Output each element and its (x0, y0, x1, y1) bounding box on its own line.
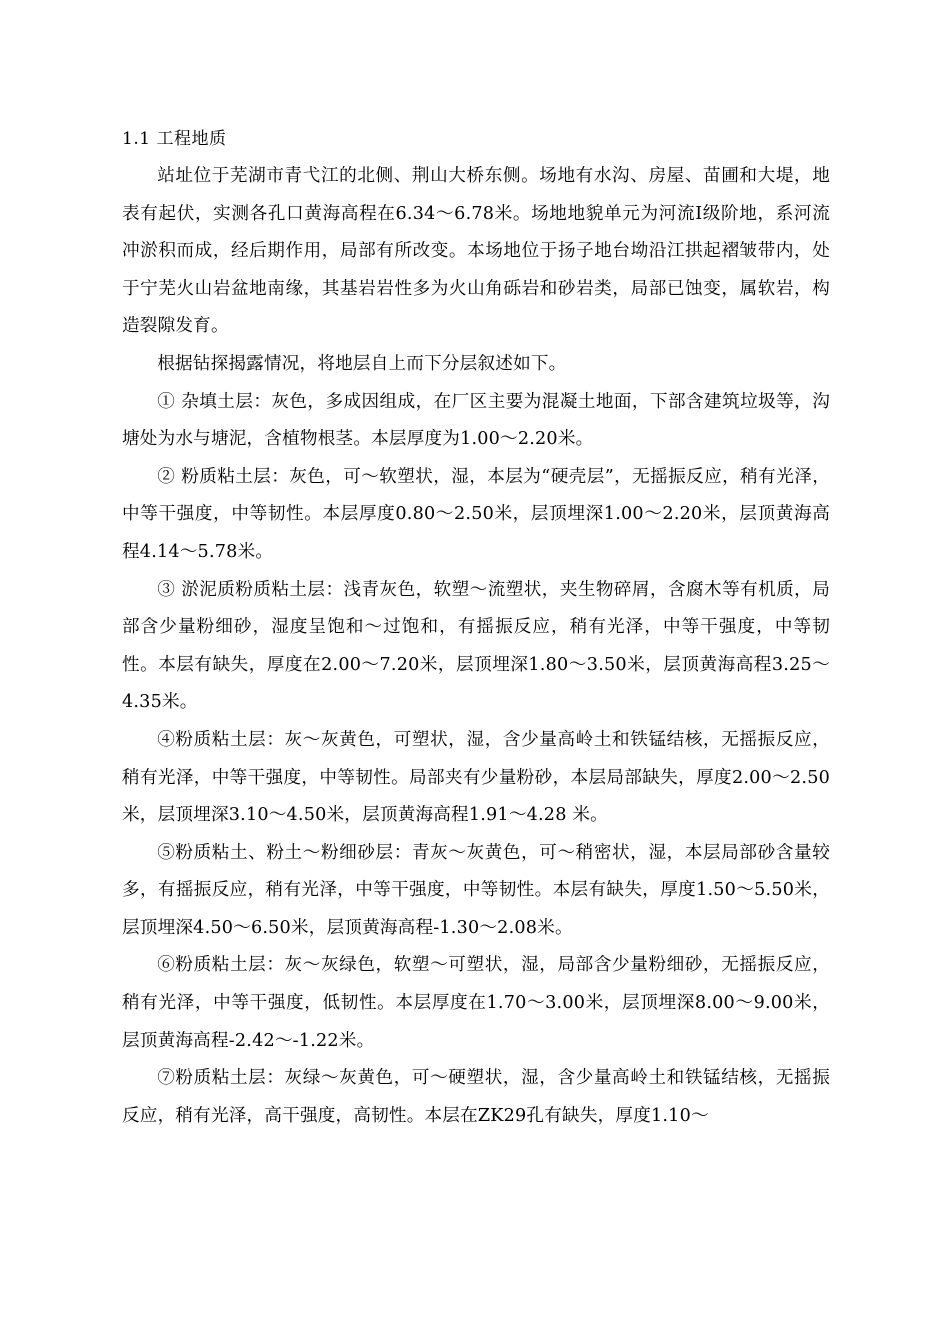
section-heading: 1.1 工程地质 (122, 129, 227, 149)
paragraph-layer-6: ⑥粉质粘土层：灰～灰绿色，软塑～可塑状，湿，局部含少量粉细砂，无摇振反应，稍有光泽，中等干强度，低韧性。本层厚度在1.70～3.00米，层顶埋深8.00～9.00米，层顶黄海高程-2.42～-1.22米。 (122, 955, 830, 1051)
paragraph-layer-1: ① 杂填土层：灰色，多成因组成，在厂区主要为混凝土地面，下部含建筑垃圾等，沟塘处为水与塘泥，含植物根茎。本层厚度为1.00～2.20米。 (122, 391, 830, 450)
paragraph-layer-4: ④粉质粘土层：灰～灰黄色，可塑状，湿，含少量高岭土和铁锰结核，无摇振反应，稍有光泽，中等干强度，中等韧性。局部夹有少量粉砂，本层局部缺失，厚度2.00～2.50米，层顶埋深3.10～4.50米，层顶黄海高程1.91～4.28 米。 (122, 729, 830, 826)
paragraph-layer-3: ③ 淤泥质粉质粘土层：浅青灰色，软塑～流塑状，夹生物碎屑，含腐木等有机质，局部含少量粉细砂，湿度呈饱和～过饱和，有摇振反应，稍有光泽，中等干强度，中等韧性。本层有缺失，厚度在2.00～7.20米，层顶埋深1.80～3.50米，层顶黄海高程3.25～4.35米。 (122, 579, 830, 713)
paragraph-layer-7: ⑦粉质粘土层：灰绿～灰黄色，可～硬塑状，湿，含少量高岭土和铁锰结核，无摇振反应，稍有光泽，高干强度，高韧性。本层在ZK29孔有缺失，厚度1.10～ (122, 1068, 830, 1126)
document-body (122, 124, 830, 1135)
paragraph-layer-2: ② 粉质粘土层：灰色，可～软塑状，湿，本层为“硬壳层”，无摇振反应，稍有光泽，中等干强度，中等韧性。本层厚度0.80～2.50米，层顶埋深1.00～2.20米，层顶黄海高程4.14～5.78米。 (122, 466, 830, 562)
paragraph-site-overview: 站址位于芜湖市青弋江的北侧、荆山大桥东侧。场地有水沟、房屋、苗圃和大堤，地表有起伏，实测各孔口黄海高程在6.34～6.78米。场地地貌单元为河流Ⅰ级阶地，系河流冲淤积而成，经后期作用，局部有所改变。本场地位于扬子地台坳沿江拱起褶皱带内，处于宁芜火山岩盆地南缘，其基岩岩性多为火山角砾岩和砂岩类，局部已蚀变，属软岩，构造裂隙发育。 (122, 166, 830, 337)
paragraph-strata-intro: 根据钻探揭露情况，将地层自上而下分层叙述如下。 (157, 353, 567, 374)
paragraph-layer-5: ⑤粉质粘土、粉土～粉细砂层：青灰～灰黄色，可～稍密状，湿，本层局部砂含量较多，有摇振反应，稍有光泽，中等干强度，中等韧性。本层有缺失，厚度1.50～5.50米，层顶埋深4.50～6.50米，层顶黄海高程-1.30～2.08米。 (122, 842, 830, 938)
